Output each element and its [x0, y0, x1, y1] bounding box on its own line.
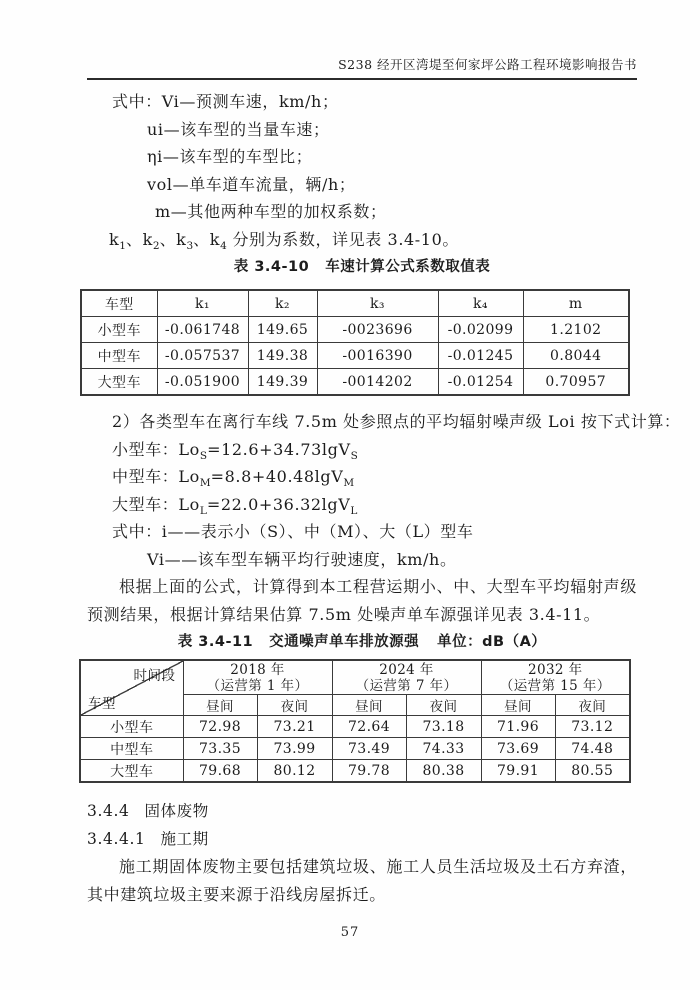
cell: -0.051900 [157, 369, 248, 396]
column-header: k₂ [248, 290, 317, 317]
table1-caption [87, 253, 637, 281]
table-row [80, 760, 630, 783]
year-note: （运营第 1 年） [206, 677, 309, 694]
table-row [81, 369, 629, 396]
cell: -0.061748 [157, 317, 248, 343]
cell: 149.39 [248, 369, 317, 396]
cell: 73.99 [257, 738, 332, 760]
year-group-header [332, 660, 481, 695]
cell: 80.38 [406, 760, 481, 783]
heading-construction-period [87, 825, 637, 853]
row-header: 大型车 [80, 760, 183, 783]
row-header: 大型车 [81, 369, 157, 396]
heading-title: 固体废物 [144, 802, 209, 820]
cell: -0.01245 [438, 343, 523, 369]
cell: 79.91 [481, 760, 555, 783]
column-header: m [523, 290, 629, 317]
cell: 72.98 [183, 716, 257, 738]
table-row [81, 343, 629, 369]
table2-caption-unit: 单位：dB（A） [437, 634, 547, 650]
cell: -0.02099 [438, 317, 523, 343]
formula-large-car: 大型车：$Lo_L=22.0+36.32\lg V_L$ [112, 494, 358, 517]
cell: 0.8044 [523, 343, 629, 369]
formula-note-eta: ηi—该车型的车型比； [147, 147, 313, 166]
table2-caption-number: 表 3.4-11 [177, 634, 254, 650]
result-paragraph: 根据上面的公式，计算得到本工程营运期小、中、大型车平均辐射声级预测结果，根据计算结果估算 7.5m 处噪声单车源强详见表 3.4-11。 [87, 577, 637, 624]
formula-mid-car: 中型车：$Lo_M=8.8+40.48\lg V_M$ [112, 467, 355, 490]
column-header: k₄ [438, 290, 523, 317]
day-header: 昼间 [183, 695, 257, 716]
cell: 79.78 [332, 760, 406, 783]
day-header: 昼间 [481, 695, 555, 716]
formula-note-vi-speed: Vi——该车型车辆平均行驶速度，km/h。 [147, 549, 457, 569]
cell: -0.01254 [438, 369, 523, 396]
cell: 80.55 [555, 760, 630, 783]
noise-source-table [79, 659, 631, 783]
formula-small-car: 小型车：$Lo_S=12.6+34.73\lg V_S$ [112, 439, 358, 462]
cell: -0014202 [317, 369, 438, 396]
row-header: 中型车 [81, 343, 157, 369]
heading-number: 3.4.4.1 [87, 830, 146, 848]
day-header: 昼间 [332, 695, 406, 716]
table-row [80, 716, 630, 738]
cell: 73.12 [555, 716, 630, 738]
solid-waste-paragraph: 施工期固体废物主要包括建筑垃圾、施工人员生活垃圾及土石方弃渣，其中建筑垃圾主要来源于沿线房屋拆迁。 [87, 857, 637, 904]
heading-solid-waste [87, 797, 637, 825]
night-header: 夜间 [555, 695, 630, 716]
table-header-row [81, 290, 629, 317]
row-header: 中型车 [80, 738, 183, 760]
cell: 73.35 [183, 738, 257, 760]
para-2-intro: 2）各类型车在离行车线 7.5m 处参照点的平均辐射噪声级 Loi 按下式计算： [112, 412, 681, 431]
cell: -0.057537 [157, 343, 248, 369]
formula-note-i: 式中：i——表示小（S）、中（M）、大（L）型车 [112, 522, 474, 541]
year-note: （运营第 7 年） [355, 677, 458, 694]
year-note: （运营第 15 年） [499, 677, 611, 694]
header-title: S238 经开区湾堤至何家坪公路工程环境影响报告书 [338, 57, 637, 72]
cell: 149.38 [248, 343, 317, 369]
year-label: 2024 年 [379, 661, 434, 678]
corner-label-period: 时间段 [133, 668, 176, 684]
cell: -0016390 [317, 343, 438, 369]
formula-note-vol: vol—单车道车流量，辆/h； [147, 174, 356, 194]
page-number: 57 [340, 925, 360, 940]
row-header: 小型车 [81, 317, 157, 343]
cell: 0.70957 [523, 369, 629, 396]
diagonal-corner-cell [80, 660, 183, 716]
formula-note-k: $k_1$、$k_2$、$k_3$、$k_4$ 分别为系数，详见表 3.4-10。 [109, 229, 459, 252]
row-header: 小型车 [80, 716, 183, 738]
cell: 149.65 [248, 317, 317, 343]
cell: 74.48 [555, 738, 630, 760]
table-row [80, 738, 630, 760]
column-header: k₁ [157, 290, 248, 317]
table-row [81, 317, 629, 343]
heading-title: 施工期 [160, 830, 209, 848]
table1-caption-title: 车速计算公式系数取值表 [325, 259, 491, 275]
night-header: 夜间 [257, 695, 332, 716]
cell: 72.64 [332, 716, 406, 738]
column-header: k₃ [317, 290, 438, 317]
cell: 79.68 [183, 760, 257, 783]
year-group-header [183, 660, 332, 695]
night-header: 夜间 [406, 695, 481, 716]
cell: 73.69 [481, 738, 555, 760]
page-header [87, 56, 637, 80]
cell: 73.21 [257, 716, 332, 738]
table2-caption-title: 交通噪声单车排放源强 [269, 634, 420, 650]
speed-coefficient-table [80, 289, 630, 396]
heading-number: 3.4.4 [87, 802, 130, 820]
cell: -0023696 [317, 317, 438, 343]
table1-caption-number: 表 3.4-10 [233, 259, 310, 275]
year-label: 2032 年 [527, 661, 583, 678]
page-body [87, 88, 681, 908]
cell: 73.18 [406, 716, 481, 738]
cell: 80.12 [257, 760, 332, 783]
formula-note-ui: ui—该车型的当量车速； [147, 119, 330, 139]
cell: 1.2102 [523, 317, 629, 343]
table-header-row-years [80, 660, 630, 695]
year-label: 2018 年 [230, 661, 285, 678]
cell: 73.49 [332, 738, 406, 760]
table2-caption [87, 628, 637, 656]
formula-note-m: m—其他两种车型的加权系数； [155, 202, 387, 221]
formula-note-vi: 式中：Vi—预测车速，km/h； [112, 92, 339, 111]
cell: 71.96 [481, 716, 555, 738]
column-header: 车型 [81, 290, 157, 317]
year-group-header [481, 660, 630, 695]
corner-label-vehicle: 车型 [88, 696, 116, 712]
cell: 74.33 [406, 738, 481, 760]
